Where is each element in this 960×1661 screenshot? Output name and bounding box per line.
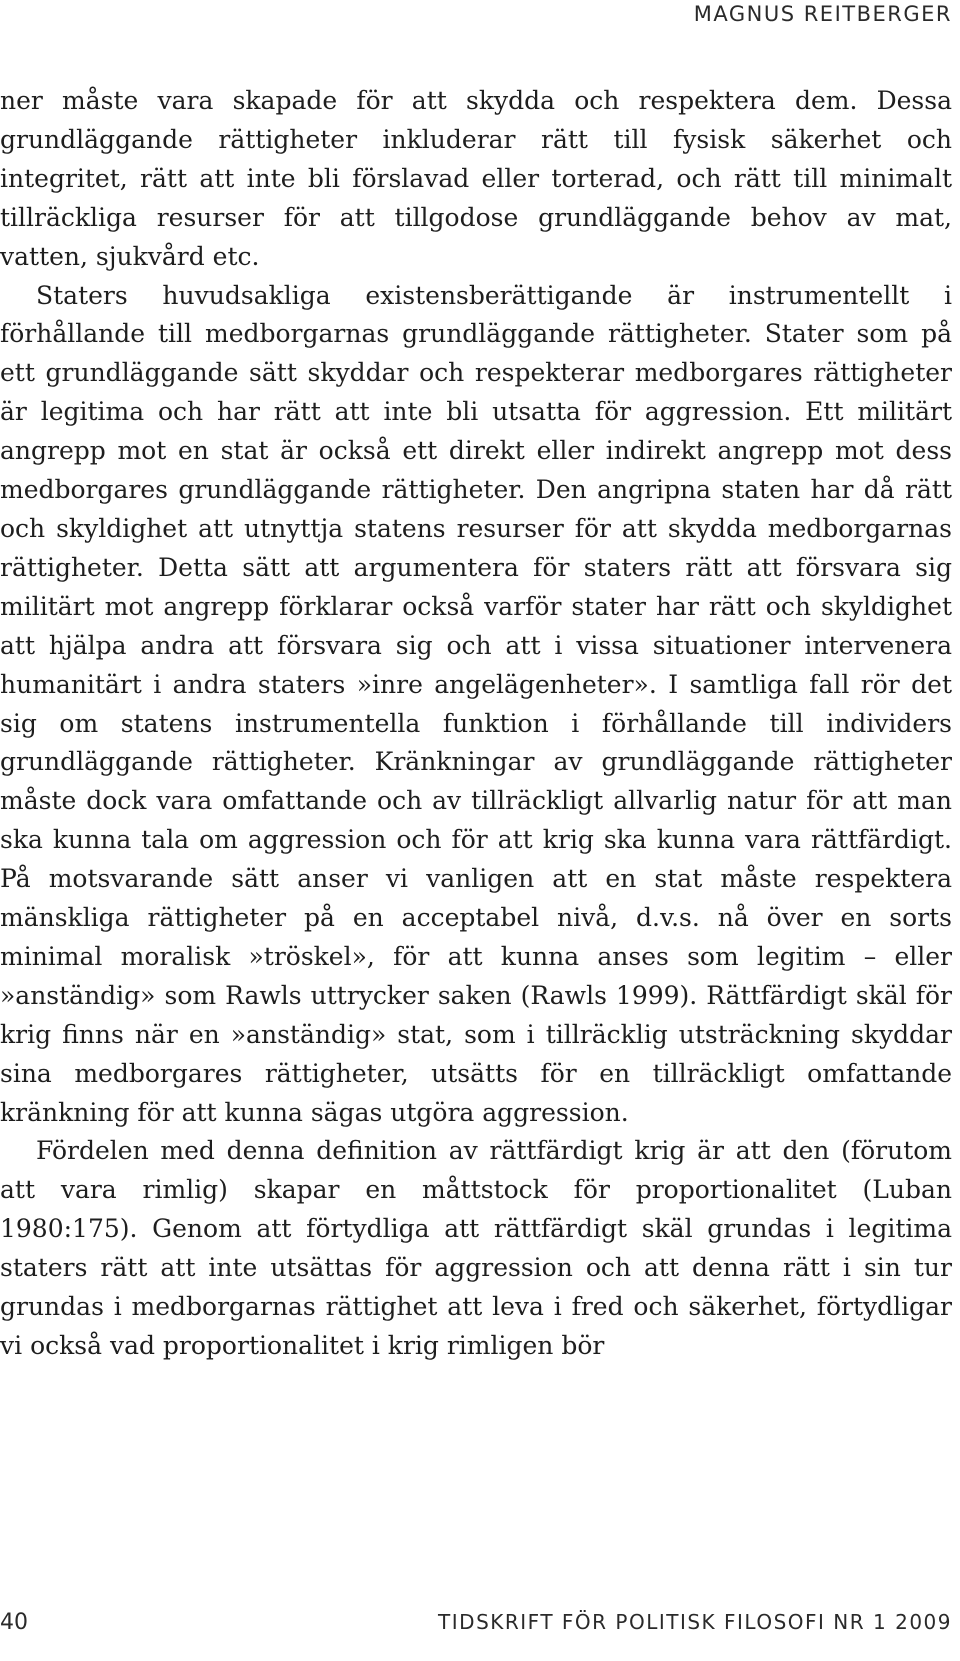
journal-title: TIDSKRIFT FÖR POLITISK FILOSOFI NR 1 2009	[438, 1610, 952, 1634]
paragraph: ner måste vara skapade för att skydda och respektera dem. Dessa grundläggande rättigheter inkluderar rätt till fysisk säkerhet och integritet, rätt att inte bli förslavad eller torterad, och rätt till minimalt tillräckliga resurser för att tillgodose grundläggande behov av mat, vatten, sjukvård etc.	[0, 86, 952, 271]
body-text	[0, 82, 952, 1366]
paragraph: Fördelen med denna definition av rättfärdigt krig är att den (förutom att vara rimlig) skapar en måttstock för proportionalitet (Luban 1980:175). Genom att förtydliga att rättfärdigt skäl grundas i legitima staters rätt att inte utsättas för aggression och att denna rätt i sin tur grundas i medborgarnas rättighet att leva i fred och säkerhet, förtydligar vi också vad proportionalitet i krig rimligen bör	[0, 1136, 952, 1360]
page-number: 40	[0, 1610, 28, 1635]
running-head: MAGNUS REITBERGER	[693, 2, 952, 26]
paragraph: Staters huvudsakliga existensberättigande är instrumentellt i förhållande till medborgarnas grundläggande rättigheter. Stater som på ett grundläggande sätt skyddar och respekterar medborgares rättigheter är legitima och har rätt att inte bli utsatta för aggression. Ett militärt angrepp mot en stat är också ett direkt eller indirekt angrepp mot dess medborgares grundläggande rättigheter. Den angripna staten har då rätt och skyldighet att utnyttja statens resurser för att skydda medborgarnas rättigheter. Detta sätt att argumentera för staters rätt att försvara sig militärt mot angrepp förklarar också varför stater har rätt och skyldighet att hjälpa andra att försvara sig och att i vissa situationer intervenera humanitärt i andra staters »inre angelägenheter». I samtliga fall rör det sig om statens instrumentella funktion i förhållande till individers grundläggande rättigheter. Kränkningar av grundläggande rättigheter måste dock vara omfattande och av tillräckligt allvarlig natur för att man ska kunna tala om aggression och för att krig ska kunna vara rättfärdigt. På motsvarande sätt anser vi vanligen att en stat måste respektera mänskliga rättigheter på en acceptabel nivå, d.v.s. nå över en sorts minimal moralisk »tröskel», för att kunna anses som legitim – eller »anständig» som Rawls uttrycker saken (Rawls 1999). Rättfärdigt skäl för krig finns när en »anständig» stat, som i tillräcklig utsträckning skyddar sina medborgares rättigheter, utsätts för en tillräckligt omfattande kränkning för att kunna sägas utgöra aggression.	[0, 280, 952, 1127]
